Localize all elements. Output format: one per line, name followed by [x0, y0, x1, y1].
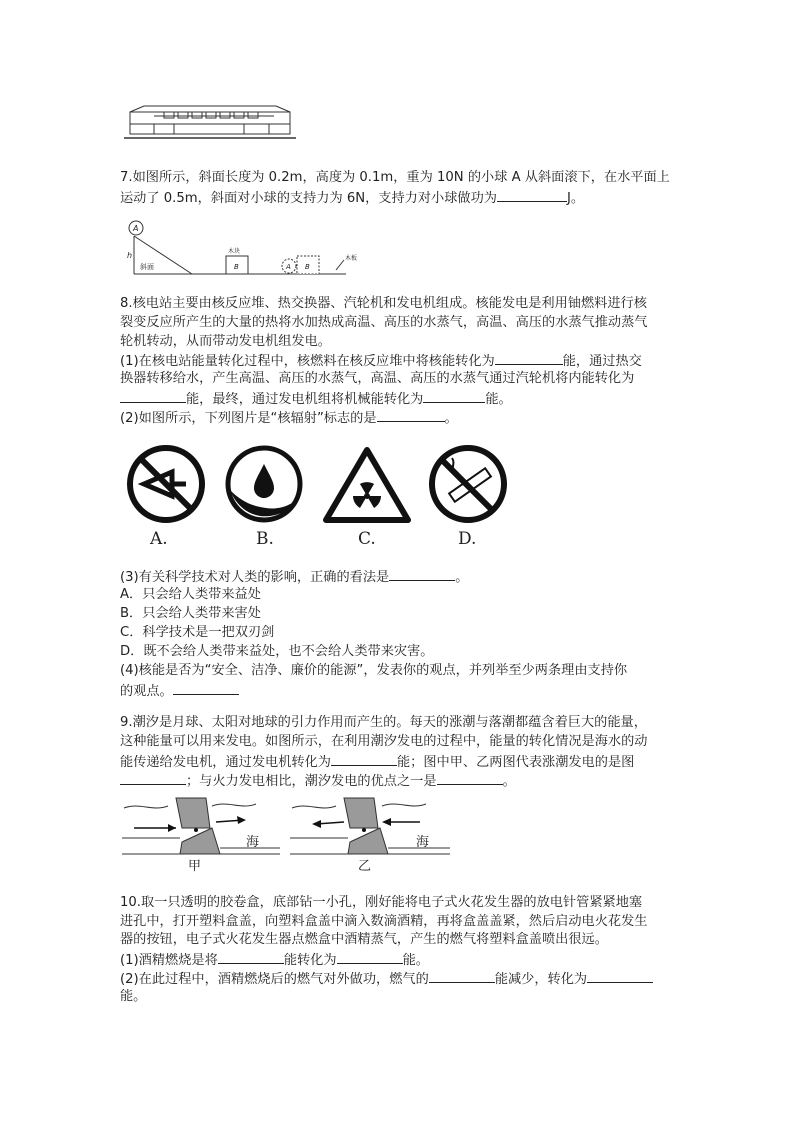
- option-b-label: B.: [256, 529, 274, 549]
- svg-text:乙: 乙: [358, 859, 372, 874]
- answer-blank[interactable]: [377, 407, 445, 422]
- answer-blank[interactable]: [218, 949, 284, 964]
- svg-text:A: A: [286, 263, 291, 271]
- q8-part4-line-1: (4)核能是否为“安全、洁净、廉价的能源”，发表你的观点，并列举至少两条理由支持你: [120, 663, 628, 678]
- answer-blank[interactable]: [120, 770, 186, 785]
- answer-blank[interactable]: [423, 388, 485, 403]
- answer-blank[interactable]: [389, 566, 455, 581]
- tidal-diagram-right: [290, 798, 450, 874]
- no-horn-icon: [130, 448, 202, 520]
- option-d-label: D.: [458, 529, 477, 549]
- q8-part1-line-1: (1)在核电站能量转化过程中，核燃料在核反应堆中将核能转化为 能，通过热交: [120, 350, 642, 371]
- q8-line-3: 轮机转动，从而带动发电机组发电。: [120, 334, 331, 349]
- q8-part3: (3)有关科学技术对人类的影响，正确的看法是 。: [120, 566, 468, 587]
- q8-choice-a: A．只会给人类带来益处: [120, 587, 261, 602]
- answer-blank[interactable]: [497, 187, 567, 202]
- q10-line-2: 进孔中，打开塑料盒盖，向塑料盒盖中滴入数滴酒精，再将盒盖盖紧，然后启动电火花发生: [120, 914, 648, 929]
- svg-text:木块: 木块: [228, 248, 241, 255]
- q8-choice-c: C．科学技术是一把双刃剑: [120, 625, 275, 640]
- incline-figure: [124, 218, 364, 278]
- q10-line-3: 器的按钮，电子式火花发生器点燃盒中酒精蒸气，产生的燃气将塑料盒盖喷出很远。: [120, 932, 608, 947]
- no-smoking-icon: [432, 448, 504, 520]
- svg-text:木板: 木板: [345, 255, 358, 262]
- tidal-diagram-left: [122, 798, 280, 874]
- q8-part2: (2)如图所示，下列图片是“核辐射”标志的是 。: [120, 407, 458, 428]
- svg-text:海: 海: [246, 835, 260, 850]
- svg-text:B: B: [234, 263, 239, 271]
- q10-part2-line-2: 能。: [120, 989, 147, 1004]
- answer-blank[interactable]: [587, 968, 653, 983]
- q8-line-2: 裂变反应所产生的大量的热将水加热成高温、高压的水蒸气，高温、高压的水蒸气推动蒸气: [120, 315, 648, 330]
- symbols-figure: [120, 444, 520, 550]
- option-a-label: A.: [150, 529, 168, 549]
- q8-part4-line-2: 的观点。: [120, 680, 239, 701]
- q8-line-1: 8.核电站主要由核反应堆、热交换器、汽轮机和发电机组成。核能发电是利用铀燃料进行核: [120, 296, 647, 311]
- q8-part1-line-2: 换器转移给水，产生高温、高压的水蒸气，高温、高压的水蒸气通过汽轮机将内能转化为: [120, 371, 635, 386]
- answer-blank[interactable]: [337, 949, 403, 964]
- option-c-label: C.: [358, 529, 376, 549]
- tidal-power-figure: [120, 792, 470, 876]
- q10-part1: (1)酒精燃烧是将 能转化为 能。: [120, 949, 429, 970]
- q7-line-2: 运动了 0.5m，斜面对小球的支持力为 6N，支持力对小球做功为 J。: [120, 187, 584, 208]
- svg-text:B: B: [305, 263, 310, 271]
- answer-blank[interactable]: [495, 350, 563, 365]
- q8-choice-d: D．既不会给人类带来益处，也不会给人类带来灾害。: [120, 644, 434, 659]
- answer-blank[interactable]: [173, 680, 239, 695]
- answer-blank[interactable]: [120, 388, 186, 403]
- svg-text:A: A: [133, 224, 139, 233]
- q9-line-4: ；与火力发电相比，潮汐发电的优点之一是 。: [120, 770, 516, 791]
- answer-blank[interactable]: [437, 770, 503, 785]
- svg-text:甲: 甲: [188, 859, 202, 874]
- answer-blank[interactable]: [331, 751, 397, 766]
- q8-part1-line-3: 能，最终，通过发电机组将机械能转化为 能。: [120, 388, 512, 409]
- q10-part2-line-1: (2)在此过程中，酒精燃烧后的燃气对外做功，燃气的 能减少，转化为: [120, 968, 653, 989]
- q9-line-1: 9.潮汐是月球、太阳对地球的引力作用而产生的。每天的涨潮与落潮都蕴含着巨大的能量，: [120, 715, 647, 730]
- svg-text:h: h: [127, 251, 133, 260]
- q7-line-1: 7.如图所示，斜面长度为 0.2m，高度为 0.1m，重为 10N 的小球 A 从斜面滚下，在水平面上: [120, 170, 670, 185]
- q9-line-3: 能传递给发电机，通过发电机转化为 能；图中甲、乙两图代表涨潮发电的是图: [120, 751, 634, 772]
- q9-line-2: 这种能量可以用来发电。如图所示，在利用潮汐发电的过程中，能量的转化情况是海水的动: [120, 734, 648, 749]
- water-drop-hand-icon: [228, 448, 300, 520]
- q8-choice-b: B．只会给人类带来害处: [120, 606, 261, 621]
- answer-blank[interactable]: [429, 968, 495, 983]
- q10-line-1: 10.取一只透明的胶卷盒，底部钻一小孔，刚好能将电子式火花发生器的放电针管紧紧地塞: [120, 895, 643, 910]
- radiation-warning-icon: [326, 450, 408, 520]
- svg-text:斜面: 斜面: [140, 263, 154, 271]
- building-figure: [124, 100, 296, 142]
- svg-text:海: 海: [416, 835, 430, 850]
